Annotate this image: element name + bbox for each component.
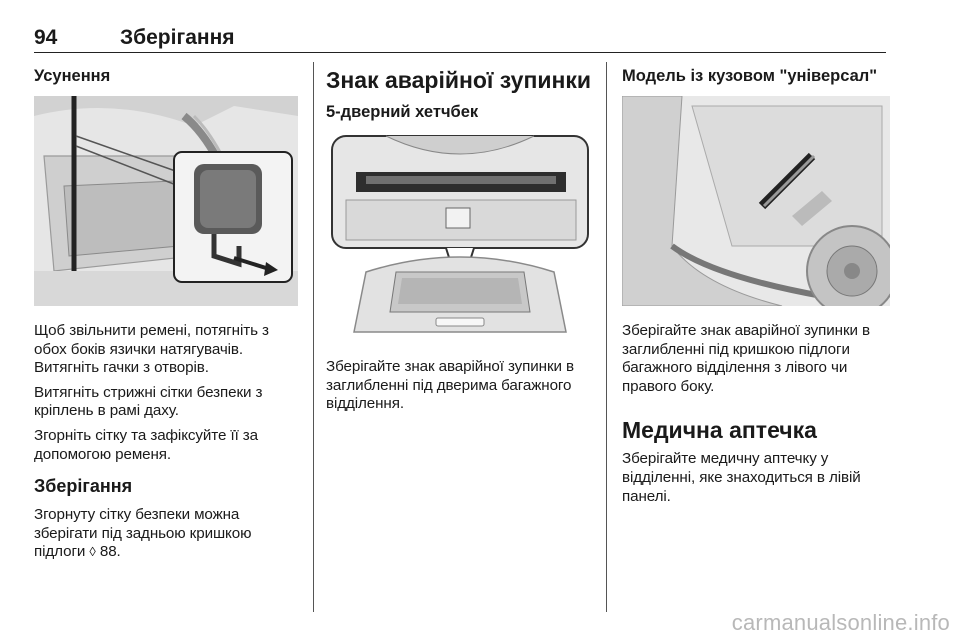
paragraph: Зберігайте знак аварійної зупинки в заглибленні під дверима багажного відділення. [326,358,574,413]
page-header [34,22,886,53]
paragraph: Зберігайте знак аварійної зупинки в заглибленні під кришкою підлоги багажного відділення з лівого чи правого боку. [622,322,870,395]
page-reference-link[interactable]: 88. [99,543,121,561]
column-left [34,66,298,568]
section-heading: Знак аварійної зупинки [326,67,592,93]
watermark: carmanualsonline.info [731,610,950,635]
column-divider [313,62,314,612]
section-subheading: 5-дверний хетчбек [326,103,479,121]
section-subheading: Модель із кузовом "універсал" [622,67,878,85]
section-subheading: Усунення [34,67,111,85]
paragraph-text: Згорнуту сітку безпеки можна зберігати під задньою кришкою підлоги [34,506,252,561]
column-right [622,66,890,512]
section-heading: Зберігання [34,476,133,497]
hatchback-warning-triangle-illustration [326,132,594,342]
reference-arrow-icon: ◊ [89,544,96,560]
safety-net-illustration [34,96,298,306]
estate-warning-triangle-illustration [622,96,890,306]
paragraph: Згорніть сітку та зафіксуйте її за допомогою ременя. [34,426,259,463]
paragraph: Зберігайте медичну аптечку у відділенні, яке знаходиться в лівій панелі. [622,450,861,505]
page-number: 94 [34,26,58,49]
paragraph [34,506,298,562]
paragraph: Витягніть стрижні сітки безпеки з кріплень в рамі даху. [34,383,263,420]
column-middle [326,66,594,420]
paragraph: Щоб звільнити ремені, потягніть з обох боків язички натягувачів. Витягніть гачки з отворів. [34,322,269,377]
page-title: Зберігання [120,26,235,49]
column-divider [606,62,607,612]
section-heading: Медична аптечка [622,417,817,444]
